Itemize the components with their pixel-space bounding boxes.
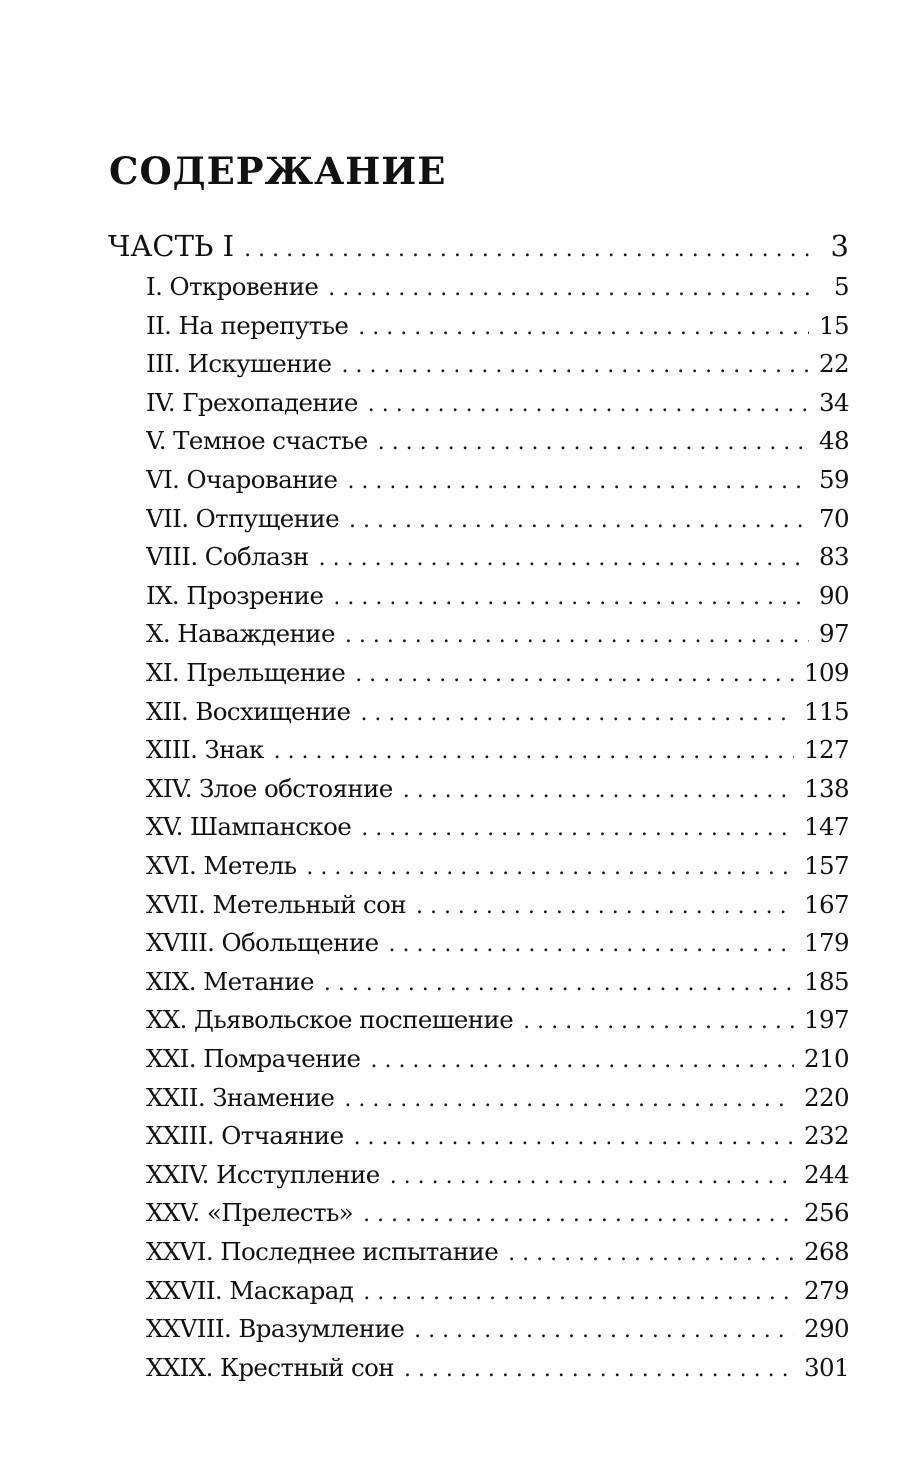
toc-chapter-row — [146, 693, 849, 731]
toc-chapter-page: 59 — [819, 465, 849, 494]
toc-chapter-row — [146, 924, 849, 962]
toc-chapter-page: 256 — [804, 1198, 849, 1228]
toc-chapter-page: 290 — [804, 1314, 849, 1344]
toc-chapter-row — [146, 1040, 849, 1078]
toc-leader-dots — [319, 540, 809, 576]
toc-chapter-title: XX. Дьявольское поспешение — [146, 1005, 514, 1035]
page-title: СОДЕРЖАНИЕ — [109, 149, 447, 193]
toc-chapter-page: 90 — [819, 580, 849, 610]
toc-chapter-page: 210 — [804, 1044, 849, 1073]
toc-chapter-row — [146, 345, 849, 383]
toc-leader-dots — [378, 424, 809, 460]
toc-leader-dots — [414, 1312, 794, 1348]
toc-leader-dots — [354, 1119, 794, 1155]
toc-part-row — [108, 223, 849, 269]
toc-chapter-page: 34 — [819, 387, 849, 417]
toc-chapter-row — [146, 577, 849, 615]
toc-chapter-title: VIII. Соблазн — [146, 542, 309, 572]
toc-chapter-page: 138 — [804, 773, 849, 803]
toc-chapter-title: XVII. Метельный сон — [146, 889, 406, 919]
toc-chapter-row — [146, 1310, 849, 1348]
toc-chapter-row — [146, 1233, 849, 1271]
toc-chapter-row — [146, 461, 849, 499]
toc-chapter-row — [146, 268, 849, 306]
toc-chapter-row — [146, 731, 849, 769]
toc-chapter-page: 167 — [804, 889, 849, 919]
toc-chapter-row — [146, 808, 849, 846]
toc-leader-dots — [324, 965, 794, 1001]
toc-leader-dots — [358, 309, 809, 345]
toc-chapter-title: IX. Прозрение — [146, 580, 324, 610]
toc-part-title: ЧАСТЬ I — [108, 229, 235, 263]
toc-leader-dots — [361, 810, 794, 846]
toc-chapter-page: 97 — [819, 619, 849, 649]
toc-leader-dots — [344, 1081, 794, 1117]
toc-chapter-row — [146, 770, 849, 808]
toc-chapter-row — [146, 886, 849, 924]
toc-leader-dots — [333, 579, 809, 615]
toc-chapter-page: 179 — [804, 928, 849, 958]
toc-chapter-page: 115 — [804, 696, 849, 726]
toc-leader-dots — [347, 463, 809, 499]
toc-chapter-title: XV. Шампанское — [146, 812, 352, 842]
toc-chapter-title: III. Искушение — [146, 349, 332, 379]
toc-chapter-page: 232 — [804, 1121, 849, 1151]
toc-leader-dots — [403, 772, 794, 808]
toc-chapter-row — [146, 384, 849, 422]
toc-chapter-title: XXI. Помрачение — [146, 1044, 361, 1073]
toc-chapter-row — [146, 1001, 849, 1039]
toc-chapter-row — [146, 500, 849, 538]
toc-chapter-title: XXII. Знамение — [146, 1082, 335, 1112]
toc-chapter-page: 109 — [804, 658, 849, 687]
toc-chapter-title: I. Откровение — [146, 272, 319, 301]
toc-chapter-row — [146, 963, 849, 1001]
toc-chapter-title: XXVI. Последнее испытание — [146, 1237, 499, 1266]
toc-chapter-row — [146, 422, 849, 460]
toc-leader-dots — [345, 617, 809, 653]
toc-chapter-title: V. Темное счастье — [146, 426, 368, 456]
toc-chapter-page: 5 — [834, 272, 849, 301]
toc-chapter-title: VII. Отпущение — [146, 503, 340, 533]
toc-leader-dots — [328, 270, 819, 306]
toc-chapter-title: XII. Восхищение — [146, 696, 351, 726]
toc-chapter-title: XXVII. Маскарад — [146, 1275, 354, 1305]
toc-leader-dots — [523, 1003, 794, 1039]
toc-chapter-title: XI. Прельщение — [146, 658, 346, 687]
toc-chapter-row — [146, 1079, 849, 1117]
toc-chapter-title: XIX. Метание — [146, 966, 314, 996]
toc-chapter-page: 147 — [804, 812, 849, 842]
toc-leader-dots — [360, 695, 794, 731]
toc-chapter-page: 279 — [804, 1275, 849, 1305]
toc-leader-dots — [416, 888, 794, 924]
toc-chapter-page: 83 — [819, 542, 849, 572]
toc-leader-dots — [368, 386, 809, 422]
toc-chapter-page: 244 — [804, 1159, 849, 1189]
toc-chapter-title: X. Наваждение — [146, 619, 335, 649]
toc-chapter-row — [146, 1272, 849, 1310]
toc-leader-dots — [274, 733, 794, 769]
toc-leader-dots — [508, 1235, 794, 1271]
toc-chapter-page: 185 — [804, 966, 849, 996]
toc-chapter-page: 127 — [804, 735, 849, 765]
toc-leader-dots — [404, 1351, 794, 1387]
toc-chapter-title: XXIII. Отчаяние — [146, 1121, 344, 1151]
toc-chapter-page: 197 — [804, 1005, 849, 1035]
toc-chapter-title: XIII. Знак — [146, 735, 264, 765]
toc-chapter-row — [146, 1156, 849, 1194]
toc-leader-dots — [244, 227, 819, 269]
toc-leader-dots — [355, 656, 794, 692]
toc-leader-dots — [390, 1158, 794, 1194]
toc-chapter-title: XXIX. Крестный сон — [146, 1352, 394, 1382]
toc-chapter-row — [146, 1117, 849, 1155]
toc-chapter-page: 48 — [819, 426, 849, 456]
toc-chapter-page: 220 — [804, 1082, 849, 1112]
toc-chapter-title: XXV. «Прелесть» — [146, 1198, 354, 1228]
toc-chapter-page: 15 — [819, 310, 849, 340]
toc-chapter-row — [146, 847, 849, 885]
toc-chapter-page: 157 — [804, 851, 849, 880]
toc-chapter-row — [146, 1349, 849, 1387]
toc-leader-dots — [363, 1196, 794, 1232]
toc-chapter-page: 301 — [804, 1352, 849, 1382]
toc-chapter-title: XIV. Злое обстояние — [146, 773, 393, 803]
toc-chapter-row — [146, 654, 849, 692]
toc-chapter-row — [146, 307, 849, 345]
toc-part-page: 3 — [830, 229, 849, 263]
toc-leader-dots — [306, 849, 794, 885]
toc-chapter-title: XXVIII. Вразумление — [146, 1314, 405, 1344]
toc-chapter-row — [146, 1194, 849, 1232]
toc-leader-dots — [341, 347, 809, 383]
toc-leader-dots — [388, 926, 794, 962]
toc-chapter-title: II. На перепутье — [146, 310, 349, 340]
toc-chapter-title: VI. Очарование — [146, 465, 338, 494]
toc-chapter-row — [146, 615, 849, 653]
toc-chapter-title: XVI. Метель — [146, 851, 297, 880]
toc-chapter-page: 22 — [819, 349, 849, 379]
toc-chapter-title: XVIII. Обольщение — [146, 928, 379, 958]
toc-leader-dots — [370, 1042, 794, 1078]
toc-leader-dots — [349, 502, 809, 538]
toc-chapter-title: IV. Грехопадение — [146, 387, 358, 417]
toc-chapter-page: 70 — [819, 503, 849, 533]
toc-chapter-page: 268 — [804, 1237, 849, 1266]
toc-leader-dots — [363, 1274, 794, 1310]
toc-chapter-row — [146, 538, 849, 576]
toc-chapter-title: XXIV. Исступление — [146, 1159, 380, 1189]
